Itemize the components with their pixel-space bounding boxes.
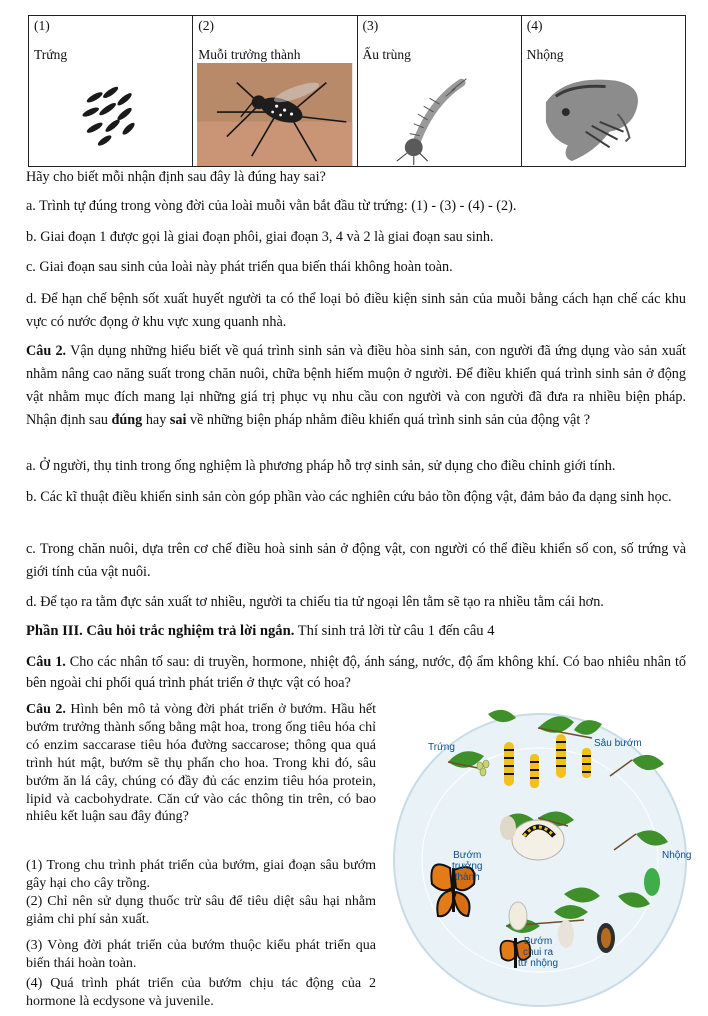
keyword-true: đúng — [111, 412, 143, 428]
keyword-false: sai — [169, 412, 187, 428]
butterfly-life-cycle-figure — [388, 700, 692, 1016]
cycle-label-adult — [452, 850, 482, 883]
stage-number: (3) — [362, 18, 379, 33]
stage-name: Nhộng — [526, 47, 564, 62]
stage-cell-pupa — [522, 16, 685, 166]
section-title: Phần III. Câu hỏi trắc nghiệm trả lời ngắn. — [26, 623, 295, 639]
statement-2c: c. Trong chăn nuôi, dựa trên cơ chế điều hoà sinh sản ở động vật, con người có thể điều khiển số con, số trứng và giới tính của vật nuôi. — [26, 541, 686, 580]
pupa-image — [526, 63, 681, 166]
question-label: Câu 2. — [26, 343, 67, 359]
stage-cell-larva — [358, 16, 522, 166]
question-label: Câu 2. — [26, 702, 66, 717]
cycle-label-emerging — [518, 936, 558, 969]
statement-2d: d. Để tạo ra tằm đực sản xuất tơ nhiều, người ta chiếu tia tử ngoại lên tằm sẽ tạo ra nhiều tằm cái hơn. — [26, 594, 604, 610]
cycle-label-emerging-line-1: Bướm — [523, 936, 553, 947]
statement-1d: d. Để hạn chế bệnh sốt xuất huyết người ta có thể loại bỏ điều kiện sinh sản của muỗi bằng cách hạn chế các khu vực có nước đọng ở khu vực xung quanh nhà. — [26, 291, 686, 330]
stage-cell-adult — [193, 16, 357, 166]
stage-number: (2) — [198, 18, 214, 33]
question-text: Cho các nhân tố sau: di truyền, hormone, nhiệt độ, ánh sáng, nước, độ ẩm không khí. Có bao nhiêu nhân tố bên ngoài chi phối quá trình phát triển ở thực vật có hoa? — [26, 654, 686, 692]
statement-1b: b. Giai đoạn 1 được gọi là giai đoạn phôi, giai đoạn 3, 4 và 2 là giai đoạn sau sinh. — [26, 229, 494, 245]
cycle-label-emerging-line-3: từ nhộng — [518, 958, 559, 969]
statement-2b: b. Các kĩ thuật điều khiển sinh sản còn góp phần vào các nghiên cứu bảo tồn động vật, đảm bảo đa dạng sinh học. — [26, 489, 672, 505]
question-intro-3: về những biện pháp nhằm điều khiển quá trình sinh sản của động vật ? — [186, 412, 591, 428]
part3-question-2 — [26, 701, 376, 826]
cycle-label-adult-line-2: trưởng — [452, 861, 483, 872]
statement-2a: a. Ở người, thụ tinh trong ống nghiệm là phương pháp hỗ trợ sinh sản, sử dụng cho điều chỉnh giới tính. — [26, 458, 616, 474]
cycle-label-adult-line-3: thành — [454, 872, 480, 883]
conclusion-3: (3) Vòng đời phát triển của bướm thuộc kiểu phát triển qua biến thái hoàn toàn. — [26, 938, 376, 971]
question-prompt: Hãy cho biết mỗi nhận định sau đây là đúng hay sai? — [26, 169, 326, 185]
question-2 — [26, 340, 686, 432]
stage-name: Trứng — [34, 47, 68, 62]
stage-name: Ấu trùng — [362, 47, 411, 62]
stage-cell-egg — [29, 16, 193, 166]
cycle-label-adult-line-1: Bướm — [453, 850, 482, 861]
cycle-label-emerging-line-2: chui ra — [523, 947, 554, 958]
larva-image — [362, 63, 517, 166]
adult-mosquito-image — [197, 63, 352, 166]
stage-name: Muỗi trưởng thành — [198, 47, 301, 62]
mosquito-eggs-image — [33, 63, 188, 166]
question-intro-2: hay — [142, 412, 170, 428]
conclusion-4: (4) Quá trình phát triển của bướm chịu tác động của 2 hormone là ecdysone và juvenile. — [26, 976, 376, 1009]
cycle-label-pupa: Nhộng — [662, 850, 692, 861]
mosquito-stage-table — [28, 15, 686, 167]
cycle-label-caterpillar: Sâu bướm — [594, 738, 642, 749]
stage-number: (1) — [34, 18, 50, 33]
statement-1a: a. Trình tự đúng trong vòng đời của loài muỗi vằn bắt đầu từ trứng: (1) - (3) - (4) - (2). — [26, 198, 517, 214]
statement-1c: c. Giai đoạn sau sinh của loài này phát triển qua biến thái không hoàn toàn. — [26, 259, 453, 275]
question-label: Câu 1. — [26, 654, 66, 670]
question-text: Hình bên mô tả vòng đời phát triển ở bướm. Hầu hết bướm trưởng thành sống bằng mật hoa, trong ống tiêu hóa chỉ có enzim saccarase tiêu hóa đường saccarose; thông qua quá trình hút mật, bướm sẽ thụ phấn cho hoa. Trong khi đó, sâu bướm ăn lá cây, chúng có đầy đủ các enzim tiêu hóa protein, lipid và cacbohydrate. Căn cứ vào các thông tin trên, có bao nhiêu kết luận sau đây đúng? — [26, 702, 376, 825]
conclusion-1: (1) Trong chu trình phát triển của bướm, giai đoạn sâu bướm gây hại cho cây trồng. — [26, 858, 376, 891]
stage-number: (4) — [526, 18, 543, 33]
cycle-label-egg: Trứng — [428, 742, 455, 753]
section-note: Thí sinh trả lời từ câu 1 đến câu 4 — [294, 623, 495, 639]
part3-question-1 — [26, 652, 686, 695]
conclusion-2: (2) Chỉ nên sử dụng thuốc trừ sâu để tiêu diệt sâu hại nhằm giảm chi phí sản xuất. — [26, 894, 376, 927]
question-intro-1: Vận dụng những hiểu biết về quá trình sinh sản và điều hòa sinh sản, con người đã ứng dụng vào sản xuất nhằm nâng cao năng suất trong chăn nuôi, chữa bệnh hiếm muộn ở người. Để điều khiển quá trình sinh sản ở động vật nhằm mục đích mang lại những giá trị phục vụ nhu cầu con người và con người đã đưa ra nhiều biện pháp. Nhận định sau — [26, 343, 686, 428]
part-3-heading — [26, 621, 686, 643]
